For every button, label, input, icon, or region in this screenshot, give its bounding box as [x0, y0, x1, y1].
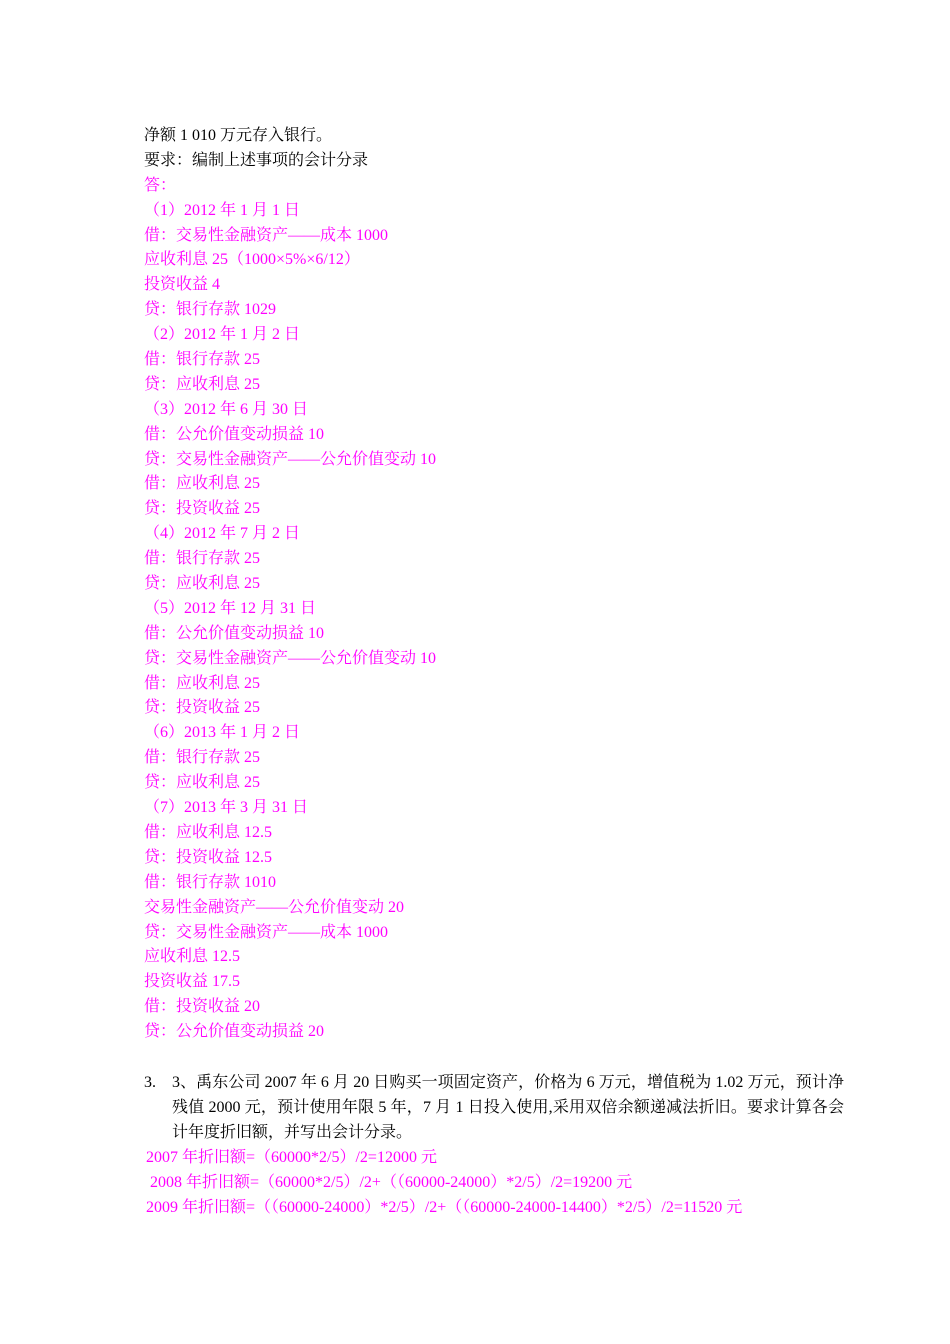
entry-line: 投资收益 4	[144, 276, 221, 294]
entry-line: 贷：应收利息 25	[144, 575, 261, 593]
entry-line: 借：交易性金融资产——成本 1000	[144, 226, 389, 244]
step-heading: （5）2012 年 12 月 31 日	[144, 599, 317, 617]
entry-line: 借：应收利息 25	[144, 475, 261, 493]
answer-label: 答：	[144, 176, 177, 194]
depreciation-answers	[146, 1146, 846, 1221]
depreciation-line-2008: 2008 年折旧额=（60000*2/5）/2+（（60000-24000）*2/5）/2=19200 元	[146, 1173, 633, 1191]
entry-line: 投资收益 17.5	[144, 973, 241, 991]
step-heading: （3）2012 年 6 月 30 日	[144, 400, 309, 418]
question-text: 3、禹东公司 2007 年 6 月 20 日购买一项固定资产，价格为 6 万元，增值税为 1.02 万元，预计净残值 2000 元，预计使用年限 5 年，7 月 1 日投入使用,采用双倍余额递减法折旧。要求计算各会计年度折旧额，并写出会计分录。	[172, 1074, 844, 1141]
step-heading: （6）2013 年 1 月 2 日	[144, 724, 301, 742]
entry-line: 贷：投资收益 25	[144, 500, 261, 518]
entry-line: 借：应收利息 25	[144, 674, 261, 692]
step-heading: （1）2012 年 1 月 1 日	[144, 201, 301, 219]
entries-block	[144, 124, 844, 1045]
entry-line: 应收利息 25（1000×5%×6/12）	[144, 251, 360, 269]
entry-line: 交易性金融资产——公允价值变动 20	[144, 898, 405, 916]
entry-line: 借：银行存款 1010	[144, 873, 277, 891]
entry-line: 贷：投资收益 12.5	[144, 848, 273, 866]
entry-line: 贷：交易性金融资产——公允价值变动 10	[144, 649, 437, 667]
question-number: 3.	[144, 1074, 156, 1091]
step-heading: （4）2012 年 7 月 2 日	[144, 525, 301, 543]
entry-line: 贷：交易性金融资产——成本 1000	[144, 923, 389, 941]
entry-line: 借：银行存款 25	[144, 550, 261, 568]
entry-line: 贷：应收利息 25	[144, 375, 261, 393]
step-heading: （7）2013 年 3 月 31 日	[144, 799, 309, 817]
entry-line: 贷：投资收益 25	[144, 699, 261, 717]
entry-line: 借：公允价值变动损益 10	[144, 425, 325, 443]
depreciation-line-2007: 2007 年折旧额=（60000*2/5）/2=12000 元	[146, 1149, 437, 1166]
requirement-line: 要求：编制上述事项的会计分录	[144, 151, 369, 169]
entry-line: 贷：交易性金融资产——公允价值变动 10	[144, 450, 437, 468]
entry-line: 应收利息 12.5	[144, 948, 241, 966]
entry-line: 借：银行存款 25	[144, 749, 261, 767]
entry-line: 借：银行存款 25	[144, 351, 261, 369]
step-heading: （2）2012 年 1 月 2 日	[144, 326, 301, 344]
entry-line: 借：投资收益 20	[144, 998, 261, 1016]
intro-line: 净额 1 010 万元存入银行。	[144, 127, 333, 144]
depreciation-line-2009: 2009 年折旧额=（（60000-24000）*2/5）/2+（（60000-24000-14400）*2/5）/2=11520 元	[146, 1198, 743, 1216]
question-3	[144, 1070, 844, 1145]
entry-line: 借：应收利息 12.5	[144, 823, 273, 841]
entry-line: 贷：应收利息 25	[144, 774, 261, 792]
entry-line: 贷：银行存款 1029	[144, 301, 277, 319]
entry-line: 贷：公允价值变动损益 20	[144, 1023, 325, 1041]
entry-line: 借：公允价值变动损益 10	[144, 624, 325, 642]
